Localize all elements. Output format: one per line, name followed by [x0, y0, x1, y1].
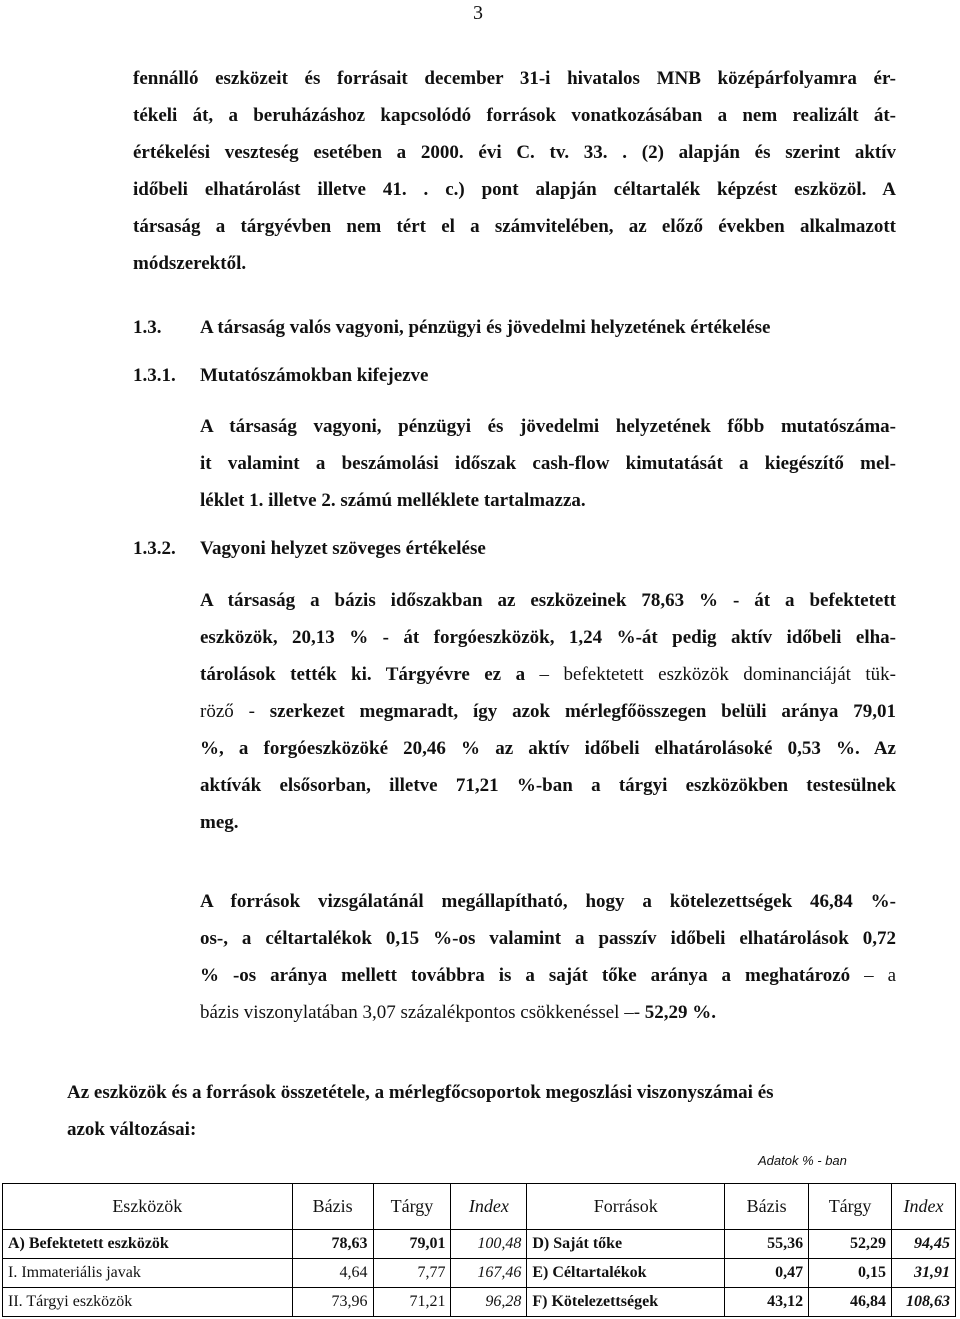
text-line: os-, a céltartalékok 0,15 %-os valamint a passzív időbeli elhatárolások 0,72	[200, 928, 896, 949]
table-heading	[67, 1074, 897, 1148]
text-line: azok változásai:	[67, 1119, 197, 1140]
text-line: A források vizsgálatánál megállapítható, hogy a kötelezettségek 46,84 %-	[200, 891, 896, 912]
col-header: Tárgy	[373, 1184, 451, 1230]
table-cell: 96,28	[451, 1288, 527, 1317]
table-cell: 78,63	[292, 1230, 373, 1259]
text-bold: 52,29 %.	[644, 1002, 717, 1023]
table-row	[3, 1288, 956, 1317]
table-cell: 79,01	[373, 1230, 451, 1259]
text-bold: szerkezet megmaradt, így azok mérlegfőösszegen belüli aránya 79,01	[269, 701, 896, 722]
col-header: Tárgy	[809, 1184, 892, 1230]
table-cell: I. Immateriális javak	[3, 1259, 293, 1288]
table-cell: 73,96	[292, 1288, 373, 1317]
page-number: 3	[473, 2, 483, 24]
table-cell: F) Kötelezettségek	[527, 1288, 725, 1317]
section-1-3-1-number: 1.3.1.	[133, 365, 176, 386]
table-row	[3, 1230, 956, 1259]
table-cell: 167,46	[451, 1259, 527, 1288]
intro-paragraph	[133, 60, 896, 282]
text-line: %, a forgóeszközöké 20,46 % az aktív időbeli elhatárolásoké 0,53 %. Az	[200, 738, 896, 759]
table-cell: 4,64	[292, 1259, 373, 1288]
col-header: Index	[891, 1184, 955, 1230]
section-1-3-2-title: Vagyoni helyzet szöveges értékelése	[200, 538, 486, 559]
text-line: eszközök, 20,13 % - át forgóeszközök, 1,24 %-át pedig aktív időbeli elha-	[200, 627, 896, 648]
text-line: tékeli át, a beruházáshoz kapcsolódó források vonatkozásában a nem realizált át-	[133, 105, 896, 126]
section-1-3-2-number: 1.3.2.	[133, 538, 176, 559]
table-cell: 71,21	[373, 1288, 451, 1317]
text-line: it valamint a beszámolási időszak cash-flow kimutatását a kiegészítő mel-	[200, 453, 896, 474]
text-bold: % -os aránya mellett továbbra is a saját tőke aránya a meghatározó	[200, 965, 851, 986]
text-line: A társaság vagyoni, pénzügyi és jövedelmi helyzetének főbb mutatószáma-	[200, 416, 896, 437]
table-cell: 46,84	[809, 1288, 892, 1317]
indicators-paragraph	[200, 408, 896, 519]
table-cell: 0,15	[809, 1259, 892, 1288]
table-cell: II. Tárgyi eszközök	[3, 1288, 293, 1317]
text-bold: tárolások tették ki. Tárgyévre ez a	[200, 664, 526, 685]
text-line: aktívák elsősorban, illetve 71,21 %-ban a tárgyi eszközökben testesülnek	[200, 775, 896, 796]
text-line: léklet 1. illetve 2. számú melléklete tartalmazza.	[200, 490, 586, 511]
table-header-row	[3, 1184, 956, 1230]
table-cell: 94,45	[891, 1230, 955, 1259]
col-header: Index	[451, 1184, 527, 1230]
section-1-3-1-title: Mutatószámokban kifejezve	[200, 365, 429, 386]
liabilities-paragraph	[200, 883, 896, 1031]
text-line: meg.	[200, 812, 239, 833]
text-line: időbeli elhatárolást illetve 41. . c.) pont alapján céltartalék képzést eszközöl. A	[133, 179, 896, 200]
table-cell: 31,91	[891, 1259, 955, 1288]
table-row	[3, 1259, 956, 1288]
col-header: Források	[527, 1184, 725, 1230]
table-cell: 43,12	[725, 1288, 809, 1317]
text-line: fennálló eszközeit és forrásait december 31-i hivatalos MNB középárfolyamra ér-	[133, 68, 896, 89]
table-cell: 108,63	[891, 1288, 955, 1317]
text-line	[200, 957, 896, 994]
table-cell: 52,29	[809, 1230, 892, 1259]
text-line: társaság a tárgyévben nem tért el a számvitelében, az előző években alkalmazott	[133, 216, 896, 237]
text-line: értékelési veszteség esetében a 2000. évi C. tv. 33. . (2) alapján és szerint aktív	[133, 142, 896, 163]
table-cell: 100,48	[451, 1230, 527, 1259]
table-cell: 7,77	[373, 1259, 451, 1288]
text-normal: – befektetett eszközök dominanciáját tük-	[525, 664, 896, 685]
text-line: módszerektől.	[133, 253, 247, 274]
table-unit-note: Adatok % - ban	[758, 1153, 847, 1168]
text-normal: – a	[850, 965, 896, 986]
col-header: Bázis	[725, 1184, 809, 1230]
text-line: Az eszközök és a források összetétele, a mérlegfőcsoportok megoszlási viszonyszámai és	[67, 1082, 774, 1103]
table-cell: 0,47	[725, 1259, 809, 1288]
section-1-3-number: 1.3.	[133, 317, 162, 338]
text-line	[200, 994, 896, 1031]
section-1-3-title: A társaság valós vagyoni, pénzügyi és jövedelmi helyzetének értékelése	[200, 317, 771, 338]
col-header: Eszközök	[3, 1184, 293, 1230]
table-cell: D) Saját tőke	[527, 1230, 725, 1259]
text-line	[200, 693, 896, 730]
table-cell: A) Befektetett eszközök	[3, 1230, 293, 1259]
col-header: Bázis	[292, 1184, 373, 1230]
text-normal: bázis viszonylatában 3,07 százalékpontos csökkenéssel –-	[200, 1002, 645, 1023]
table-cell: E) Céltartalékok	[527, 1259, 725, 1288]
text-normal: röző -	[200, 701, 270, 722]
text-line	[200, 656, 896, 693]
text-line: A társaság a bázis időszakban az eszközeinek 78,63 % - át a befektetett	[200, 590, 896, 611]
composition-table	[2, 1183, 956, 1317]
table-cell: 55,36	[725, 1230, 809, 1259]
assets-paragraph	[200, 582, 896, 841]
